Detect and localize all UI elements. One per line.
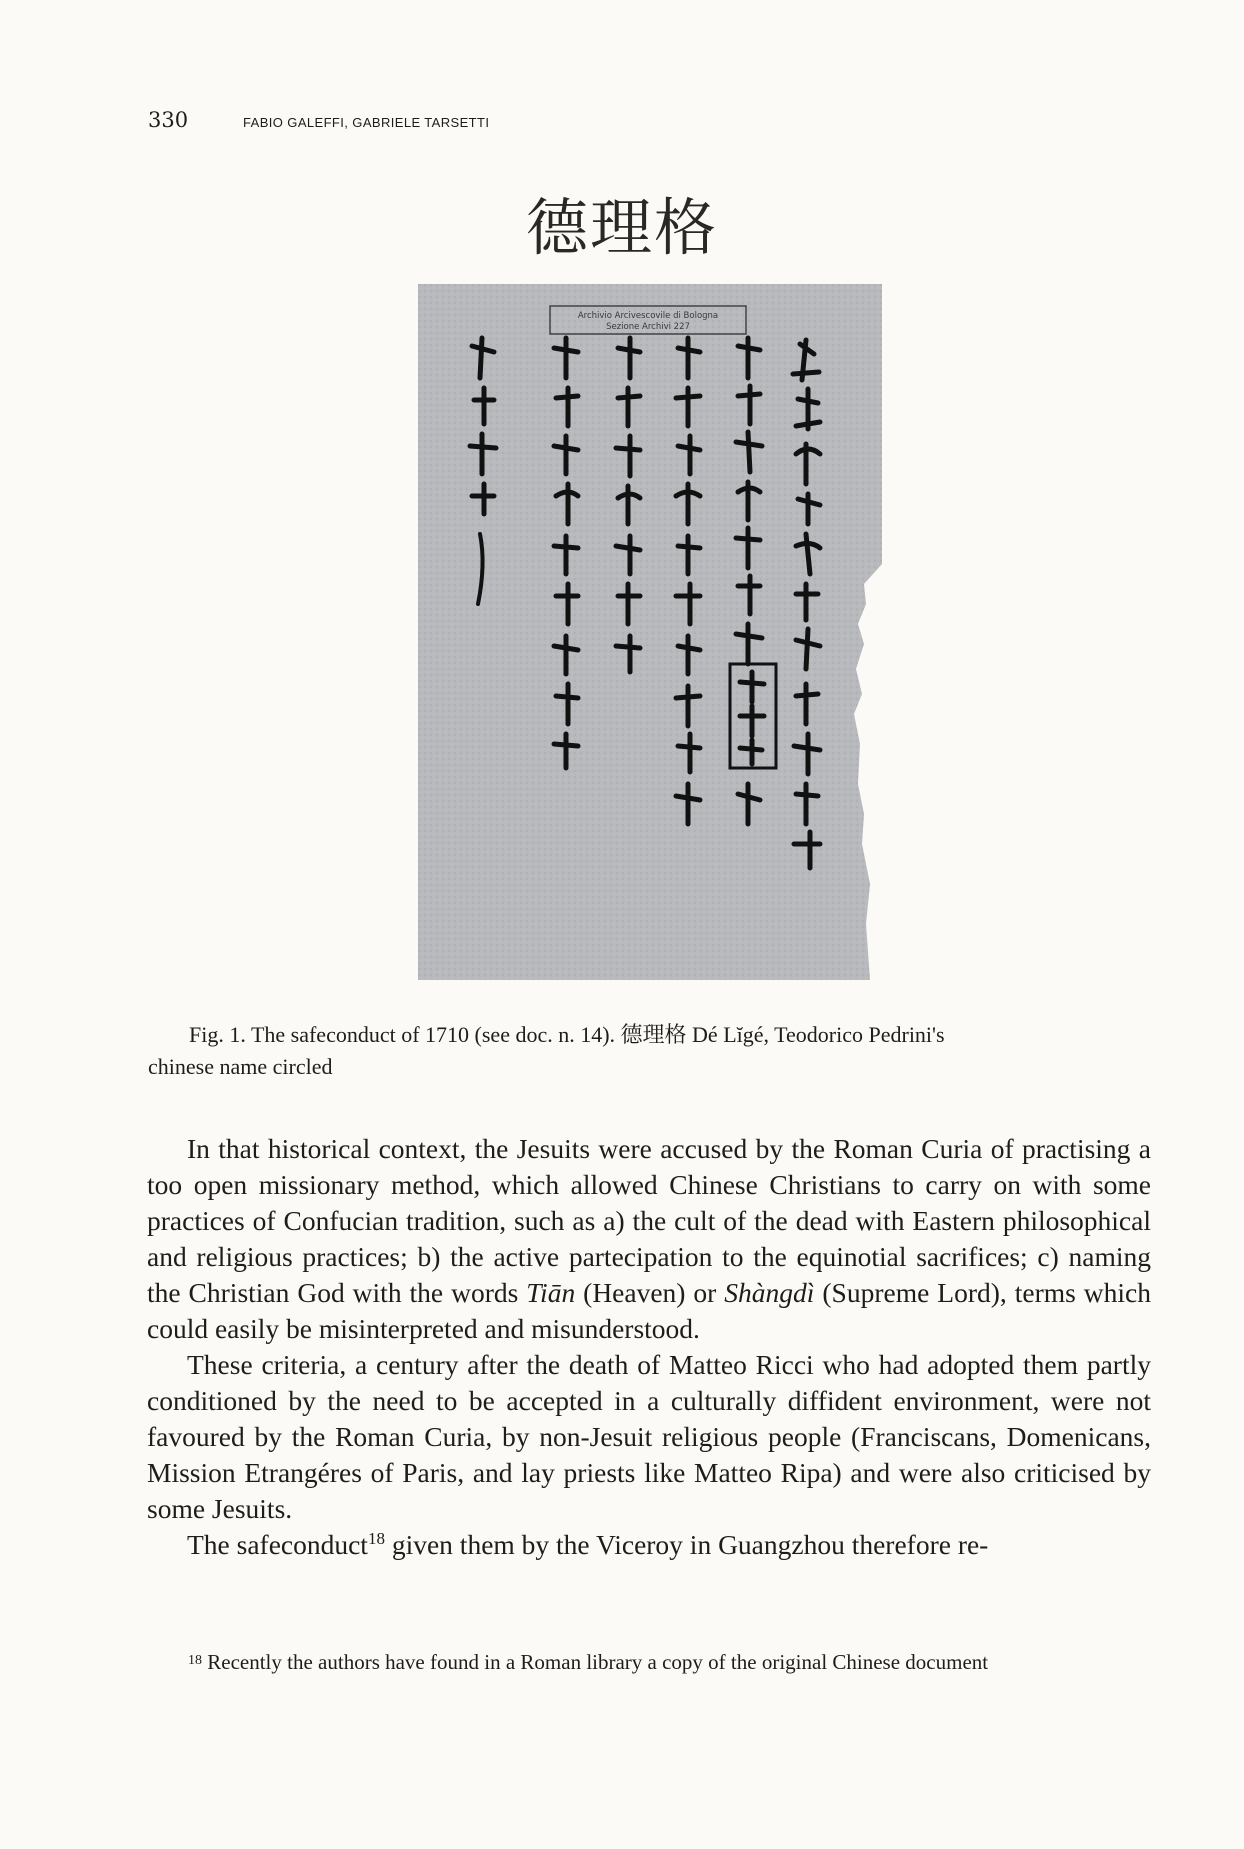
footnote-ref: 18	[367, 1529, 385, 1548]
running-head	[148, 108, 489, 132]
caption-line-1: Fig. 1. The safeconduct of 1710 (see doc. n. 14). 德理格 Dé Lĭgé, Teodorico Pedrini's	[189, 1022, 945, 1047]
footnote-number: 18	[188, 1653, 202, 1668]
figure-chinese-name: 德理格	[525, 191, 718, 264]
footnote-text: Recently the authors have found in a Roman library a copy of the original Chinese document	[207, 1650, 989, 1674]
paragraph-1: In that historical context, the Jesuits were accused by the Roman Curia of practising a too open missionary method, which allowed Chinese Christians to carry on with some practices of Confucian tradition, such as a) the cult of the dead with Eastern philosophical and religious practices; b) the active partecipation to the equinotial sacrifices; c) naming the Christian God with the words Tiān (Heaven) or Shàngdì (Supreme Lord), terms which could easily be misinterpreted and misunderstood.	[147, 1133, 1151, 1344]
footnote	[148, 1650, 1152, 1675]
paragraph-2: These criteria, a century after the death of Matteo Ricci who had adopted them partly conditioned by the need to be accepted in a culturally diffident environment, were not favoured by the Roman Curia, by non-Jesuit religious people (Franciscans, Domenicans, Mission Etrangéres of Paris, and lay priests like Matteo Ripa) and were also criticised by some Jesuits.	[147, 1349, 1151, 1524]
svg-text:Archivio Arcivescovile di Bolo: Archivio Arcivescovile di Bologna	[577, 311, 719, 321]
svg-text:Sezione Archivi 227: Sezione Archivi 227	[606, 322, 690, 332]
author-names: FABIO GALEFFI, GABRIELE TARSETTI	[243, 115, 490, 130]
figure-caption	[148, 1019, 1148, 1083]
page-number: 330	[148, 108, 189, 132]
caption-line-2: chinese name circled	[148, 1053, 333, 1079]
safeconduct-document-image	[418, 284, 882, 980]
paragraph-3: The safeconduct$^{18}$ given them by the Viceroy in Guangzhou therefore re-	[187, 1529, 989, 1560]
body-text	[147, 1131, 1151, 1563]
